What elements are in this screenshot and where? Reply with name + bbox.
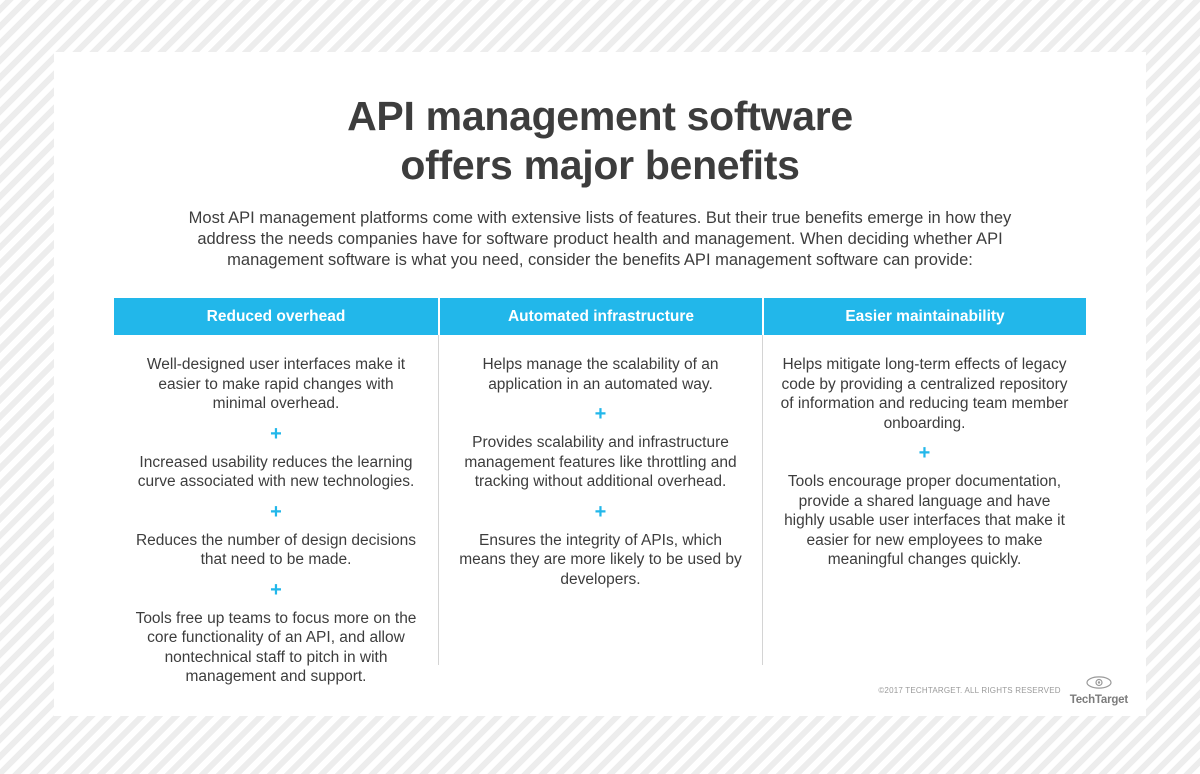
column-body (438, 335, 762, 665)
plus-icon: + (270, 422, 282, 445)
benefits-columns (114, 298, 1086, 687)
plus-icon: + (270, 578, 282, 601)
column-body (114, 335, 438, 687)
column-reduced-overhead (114, 298, 438, 687)
brand-name: TechTarget (1069, 693, 1128, 706)
infographic-canvas (54, 52, 1146, 716)
benefit-item: Helps mitigate long-term effects of legacy code by providing a centralized repository of information and reducing team member onboarding. (780, 356, 1069, 432)
benefit-item: Tools encourage proper documentation, provide a shared language and have highly usable user interfaces that make it easier for new employees to make meaningful changes quickly. (784, 473, 1065, 568)
column-easier-maintainability (762, 298, 1086, 687)
techtarget-logo (1070, 676, 1128, 707)
benefit-item: Reduces the number of design decisions that need to be made. (135, 531, 417, 568)
benefit-item: Helps manage the scalability of an application in an automated way. (482, 356, 719, 393)
plus-icon: + (594, 500, 607, 523)
column-heading: Reduced overhead (114, 298, 438, 335)
plus-icon: + (918, 442, 931, 464)
benefit-item: Increased usability reduces the learning curve associated with new technologies. (137, 453, 415, 490)
title-line-1: API management software (347, 93, 853, 139)
plus-icon: + (594, 403, 607, 425)
plus-icon: + (270, 500, 282, 523)
column-body (762, 335, 1086, 665)
copyright-text: ©2017 TECHTARGET. ALL RIGHTS RESERVED (878, 686, 1061, 696)
intro-paragraph: Most API management platforms come with extensive lists of features. But their true benefits emerge in how they address the needs companies have for software product health and management. When deciding whether API management software is what you need, consider the benefits API management software can provide: (188, 209, 1012, 269)
benefit-item: Provides scalability and infrastructure management features like throttling and tracking without additional overhead. (464, 434, 737, 490)
benefit-item: Tools free up teams to focus more on the core functionality of an API, and allow nontechnical staff to pitch in with management and support. (135, 609, 417, 685)
column-automated-infrastructure (438, 298, 762, 687)
footer (878, 676, 1128, 707)
eye-icon (1086, 676, 1112, 693)
page-title (54, 52, 1146, 190)
column-heading: Automated infrastructure (438, 298, 762, 335)
title-line-2: offers major benefits (400, 142, 800, 188)
column-heading: Easier maintainability (762, 298, 1086, 335)
benefit-item: Well-designed user interfaces make it easier to make rapid changes with minimal overhead. (146, 356, 406, 412)
benefit-item: Ensures the integrity of APIs, which means they are more likely to be used by developers. (459, 531, 742, 588)
